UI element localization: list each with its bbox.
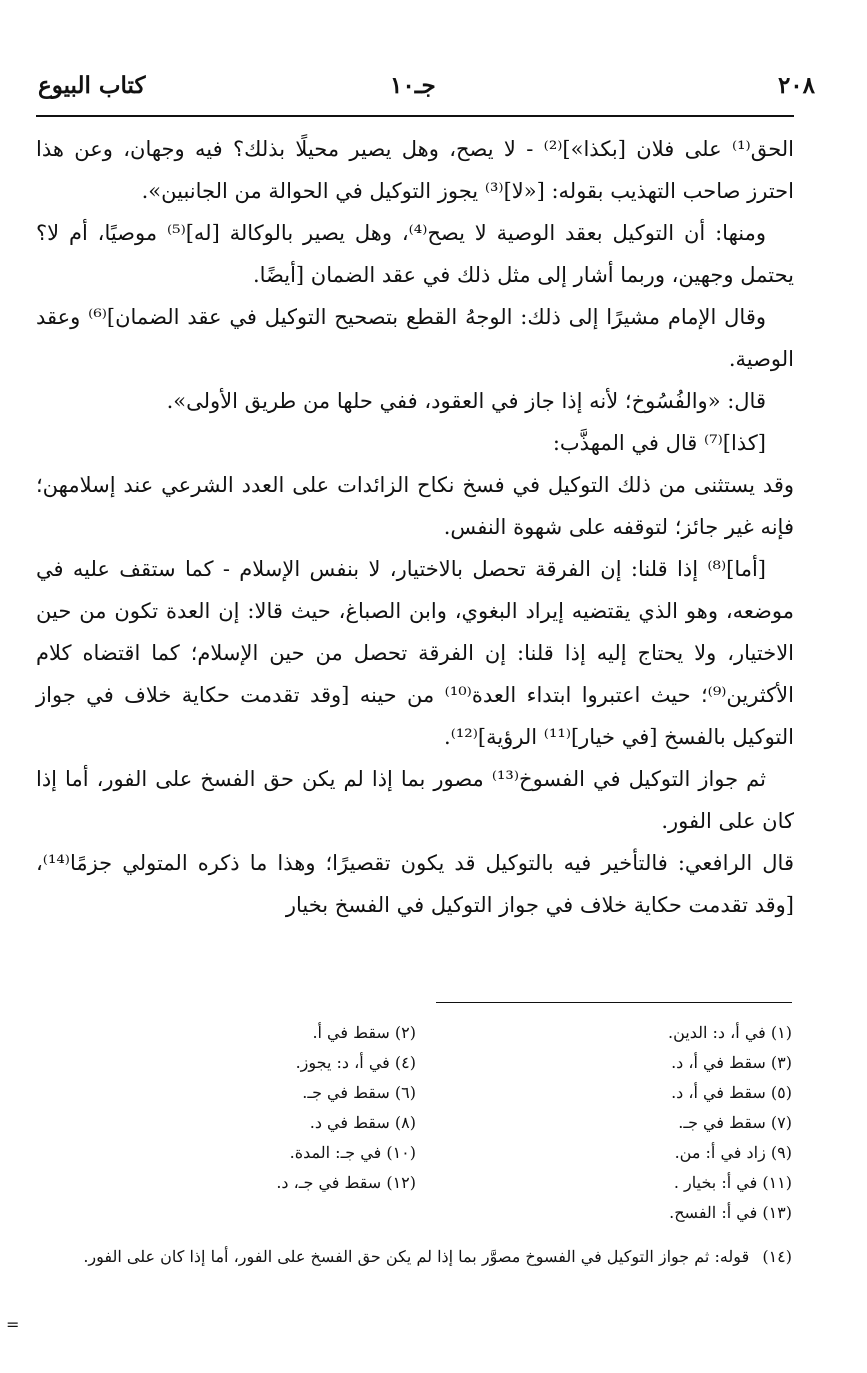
paragraph: ثم جواز التوكيل في الفسوخ⁽¹³⁾ مصور بما إذا لم يكن حق الفسخ على الفور، أما إذا كان على الفور. bbox=[36, 767, 794, 833]
footnote-number: (٥) bbox=[770, 1083, 792, 1102]
footnote bbox=[416, 1140, 792, 1166]
footnote-number: (١٣) bbox=[762, 1203, 792, 1222]
footnote-number: (٨) bbox=[394, 1113, 416, 1132]
footnote bbox=[40, 1050, 416, 1076]
footnote bbox=[416, 1020, 792, 1046]
footnote bbox=[40, 1080, 416, 1106]
margin-mark: = bbox=[6, 1315, 20, 1334]
book-title: كتاب البيوع bbox=[38, 72, 146, 99]
footnote-text: سقط في جـ، د. bbox=[276, 1173, 382, 1192]
footnote-long bbox=[40, 1242, 792, 1272]
page-number: ٢٠٨ bbox=[777, 72, 815, 99]
footnote bbox=[40, 1110, 416, 1136]
footnote-text: سقط في أ. bbox=[312, 1023, 390, 1042]
footnote-number: (١١) bbox=[762, 1173, 792, 1192]
footnote-text: في أ: الفسح. bbox=[669, 1203, 758, 1222]
paragraph: وقال الإمام مشيرًا إلى ذلك: الوجهُ القطع بتصحيح التوكيل في عقد الضمان]⁽⁶⁾ وعقد الوصية. bbox=[36, 305, 794, 371]
footnote-text: سقط في د. bbox=[309, 1113, 390, 1132]
paragraph: ومنها: أن التوكيل بعقد الوصية لا يصح⁽⁴⁾، وهل يصير بالوكالة [له]⁽⁵⁾ موصيًا، أم لا؟ يحتمل وجهين، وربما أشار إلى مثل ذلك في عقد الضمان [أيضًا. bbox=[36, 221, 794, 287]
footnote-rule bbox=[436, 1002, 792, 1003]
footnote-number: (١) bbox=[770, 1023, 792, 1042]
footnote bbox=[40, 1140, 416, 1166]
footnote-text: سقط في أ، د. bbox=[671, 1083, 766, 1102]
footnote-number: (٧) bbox=[770, 1113, 792, 1132]
footnote-number: (٤) bbox=[394, 1053, 416, 1072]
header-rule bbox=[36, 115, 794, 117]
footnote-number: (١٢) bbox=[386, 1173, 416, 1192]
footnote-text: في أ، د: يجوز. bbox=[295, 1053, 390, 1072]
paragraph: قال الرافعي: فالتأخير فيه بالتوكيل قد يكون تقصيرًا؛ وهذا ما ذكره المتولي جزمًا⁽¹⁴⁾، [وقد تقدمت حكاية خلاف في جواز التوكيل في الفسخ بخيار bbox=[36, 851, 794, 917]
footnote bbox=[416, 1080, 792, 1106]
paragraph: [أما]⁽⁸⁾ إذا قلنا: إن الفرقة تحصل بالاختيار، لا بنفس الإسلام - كما ستقف عليه في موضعه، وهو الذي يقتضيه إيراد البغوي، وابن الصباغ، حيث قالا: إن العدة تكون من حين الاختيار، ولا يحتاج إليه إذا قلنا: إن الفرقة تحصل من حين الإسلام؛ كما اقتضاه كلام الأكثرين⁽⁹⁾؛ حيث اعتبروا ابتداء العدة⁽¹⁰⁾ من حينه [وقد تقدمت حكاية خلاف في جواز التوكيل بالفسخ [في خيار]⁽¹¹⁾ الرؤية]⁽¹²⁾. bbox=[36, 557, 794, 749]
paragraph: وقد يستثنى من ذلك التوكيل في فسخ نكاح الزائدات على العدد الشرعي عند إسلامهن؛ فإنه غير جائز؛ لتوقفه على شهوة النفس. bbox=[36, 473, 794, 539]
footnote bbox=[416, 1200, 792, 1226]
footnote-text: في أ، د: الدين. bbox=[668, 1023, 766, 1042]
footnote-text: زاد في أ: من. bbox=[674, 1143, 766, 1162]
paragraph: قال: «والفُسُوخ؛ لأنه إذا جاز في العقود، ففي حلها من طريق الأولى». bbox=[166, 389, 766, 413]
footnote-text: قوله: ثم جواز التوكيل في الفسوخ مصوَّر بما إذا لم يكن حق الفسخ على الفور، أما إذا كان على الفور. bbox=[83, 1247, 750, 1266]
paragraph: الحق⁽¹⁾ على فلان [بكذا»]⁽²⁾ - لا يصح، وهل يصير محيلًا بذلك؟ فيه وجهان، وعن هذا احترز صاحب التهذيب بقوله: [«لا]⁽³⁾ يجوز التوكيل في الحوالة من الجانبين». bbox=[36, 137, 794, 203]
footnote-number: (١٤) bbox=[762, 1247, 792, 1266]
footnote bbox=[40, 1170, 416, 1196]
footnote-text: سقط في جـ. bbox=[678, 1113, 766, 1132]
footnote-number: (٢) bbox=[394, 1023, 416, 1042]
main-text bbox=[36, 128, 794, 926]
footnote bbox=[416, 1110, 792, 1136]
footnote bbox=[40, 1020, 416, 1046]
footnote-number: (٣) bbox=[770, 1053, 792, 1072]
footnote-number: (١٠) bbox=[386, 1143, 416, 1162]
footnote-number: (٩) bbox=[770, 1143, 792, 1162]
footnote-text: في جـ: المدة. bbox=[289, 1143, 382, 1162]
footnote-text: سقط في جـ. bbox=[302, 1083, 390, 1102]
footnote-number: (٦) bbox=[394, 1083, 416, 1102]
footnote bbox=[416, 1170, 792, 1196]
volume-label: جـ١٠ bbox=[390, 72, 436, 99]
footnote-text: في أ: بخيار . bbox=[673, 1173, 758, 1192]
footnotes bbox=[40, 1020, 792, 1226]
footnote bbox=[416, 1050, 792, 1076]
paragraph: [كذا]⁽⁷⁾ قال في المهذَّب: bbox=[552, 431, 766, 455]
footnote-text: سقط في أ، د. bbox=[671, 1053, 766, 1072]
